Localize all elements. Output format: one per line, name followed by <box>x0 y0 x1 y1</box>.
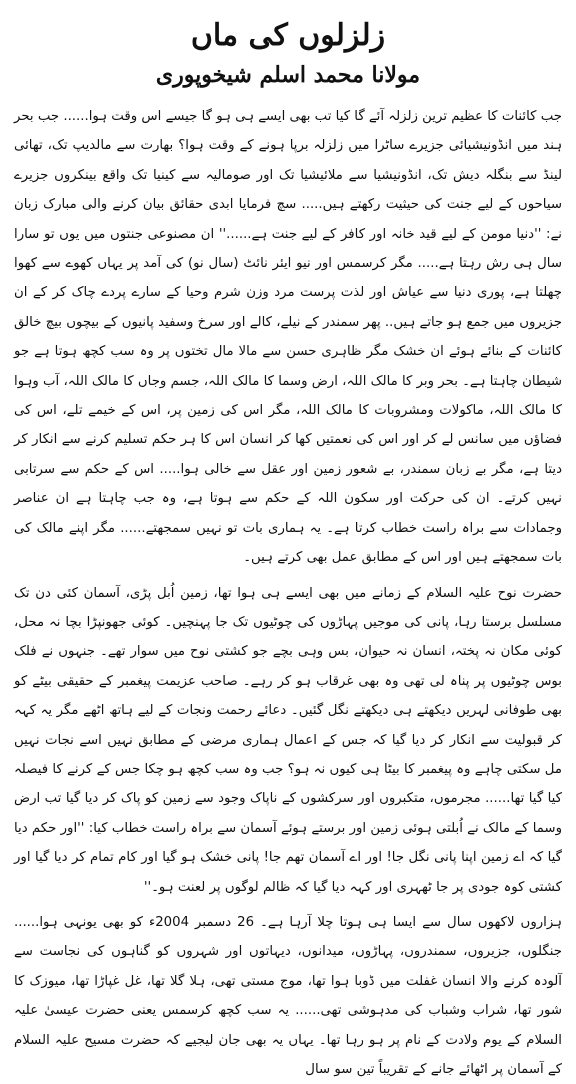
paragraph-3: ہزاروں لاکھوں سال سے ایسا ہی ہوتا چلا آرہا ہے۔ 26 دسمبر 2004ء کو بھی یونہی ہوا...... جنگلوں، جزیروں، سمندروں، پہاڑوں، میدانوں، دیہاتوں اور شہروں کو گناہوں کی نجاست سے آلودہ کرنے والا انسان غفلت میں ڈوبا ہوا تھا، موج مستی تھی، ہلا گلا تھا، غل غپاڑا تھا، میوزک کا شور تھا، شراب وشباب کی مدہوشی تھی...... یہ سب کچھ کرسمس یعنی حضرت عیسیٰ علیہ السلام کے یوم ولادت کے نام پر ہو رہا تھا۔ یہاں یہ بھی جان لیجیے کہ حضرت مسیح علیہ السلام کے آسمان پر اٹھائے جانے کے تقریباً تین سو سال <box>14 914 562 1077</box>
article-title: زلزلوں کی ماں <box>190 18 386 53</box>
author-name: مولانا محمد اسلم شیخوپوری <box>155 62 421 88</box>
paragraph-1: جب کائنات کا عظیم ترین زلزلہ آئے گا کیا تب بھی ایسے ہی ہو گا جیسے اس وقت ہوا...... جب بحر ہند میں انڈونیشیائی جزیرے ساٹرا میں زلزلہ برپا ہونے کے وقت ہوا؟ بھارت سے مالدیپ تک، تھائی لینڈ سے بنگلہ دیش تک، انڈونیشیا سے ملائیشیا تک اور صومالیہ سے کینیا تک واقع بینکروں جزیرے سیاحوں کے لیے جنت کی حیثیت رکھتے ہیں..... سچ فرمایا ابدی حقائق بیان کرنے والی مبارک زبان نے: ''دنیا مومن کے لیے قید خانہ اور کافر کے لیے جنت ہے......'' ان مصنوعی جنتوں میں یوں تو سارا سال ہی رش رہتا ہے..... مگر کرسمس اور نیو ایئر نائٹ (سال نو) کی آمد پر یہاں کھوے سے کھوا چھلتا ہے، پوری دنیا سے عیاش اور لذت پرست مرد وزن شرم وحیا کے سارے پردے چاک کر کے ان جزیروں میں جمع ہو جاتے ہیں.. پھر سمندر کے نیلے، کالے اور سرخ وسفید پانیوں کے بیچوں بیچ خالق کائنات کے بنائے ہوئے ان خشک مگر ظاہری حسن سے مالا مال تختوں پر وہ سب کچھ ہوتا ہے جو شیطان چاہتا ہے۔ بحر وبر کا مالک اللہ، ارض وسما کا مالک اللہ، جسم وجاں کا مالک اللہ، آب وہوا کا مالک اللہ، ماکولات ومشروبات کا مالک اللہ، مگر اس کی زمین پر، اس کے خیمے تلے، اس کی فضاؤں میں سانس لے کر اور اس کی نعمتیں کھا کر انسان اس کا ہر حکم تسلیم کرنے سے انکار کر دیتا ہے، مگر بے زبان سمندر، بے شعور زمین اور عقل سے خالی ہوا..... اس کے حکم سے سرتابی نہیں کرتے۔ ان کی حرکت اور سکون اللہ کے حکم سے ہوتا ہے، وہ جب چاہتا ہے ان عناصر وجمادات سے براہ راست خطاب کرتا ہے۔ یہ ہماری بات تو نہیں سمجھتے...... مگر اپنے مالک کی بات سمجھتے ہیں اور اس کے مطابق عمل بھی کرتے ہیں۔ <box>14 109 562 566</box>
paragraph-2: حضرت نوح علیہ السلام کے زمانے میں بھی ایسے ہی ہوا تھا، زمین اُبل پڑی، آسمان کئی دن تک مسلسل برستا رہا، پانی کی موجیں پہاڑوں کی چوٹیوں تک جا پہنچیں۔ کوئی جھونپڑا بچا نہ محل، کوئی مکان نہ پختہ، انسان نہ حیوان، بس وہی بچے جو کشتی نوح میں سوار تھے۔ جنہوں نے فلک بوس چوٹیوں پر پناہ لی تھی وہ بھی غرقاب ہو کر رہے۔ صاحب عزیمت پیغمبر کے حقیقی بیٹے کو بھی طوفانی لہریں دیکھتے ہی دیکھتے نگل گئیں۔ دعائے رحمت ونجات کے لیے ہاتھ اٹھے مگر یہ کہہ کر قبولیت سے انکار کر دیا گیا کہ جس کے اعمال ہماری مرضی کے مطابق نہیں اسے نجات نہیں مل سکتی چاہے وہ پیغمبر کا بیٹا ہی کیوں نہ ہو؟ جب وہ سب کچھ ہو چکا جس کے کرنے کا فیصلہ کیا گیا تھا...... مجرموں، متکبروں اور سرکشوں کے ناپاک وجود سے زمین کو پاک کر دیا گیا تب ارض وسما کے مالک نے اُبلتی ہوئی زمین اور برستے ہوئے آسمان سے براہ راست خطاب کیا: ''اور حکم دیا گیا کہ اے زمین اپنا پانی نگل جا! اور اے آسمان تھم جا! پانی خشک ہو گیا اور کام تمام کر دیا گیا اور کشتی کوہ جودی پر جا ٹھہری اور کہہ دیا گیا کہ ظالم لوگوں پر لعنت ہو۔'' <box>14 585 562 895</box>
